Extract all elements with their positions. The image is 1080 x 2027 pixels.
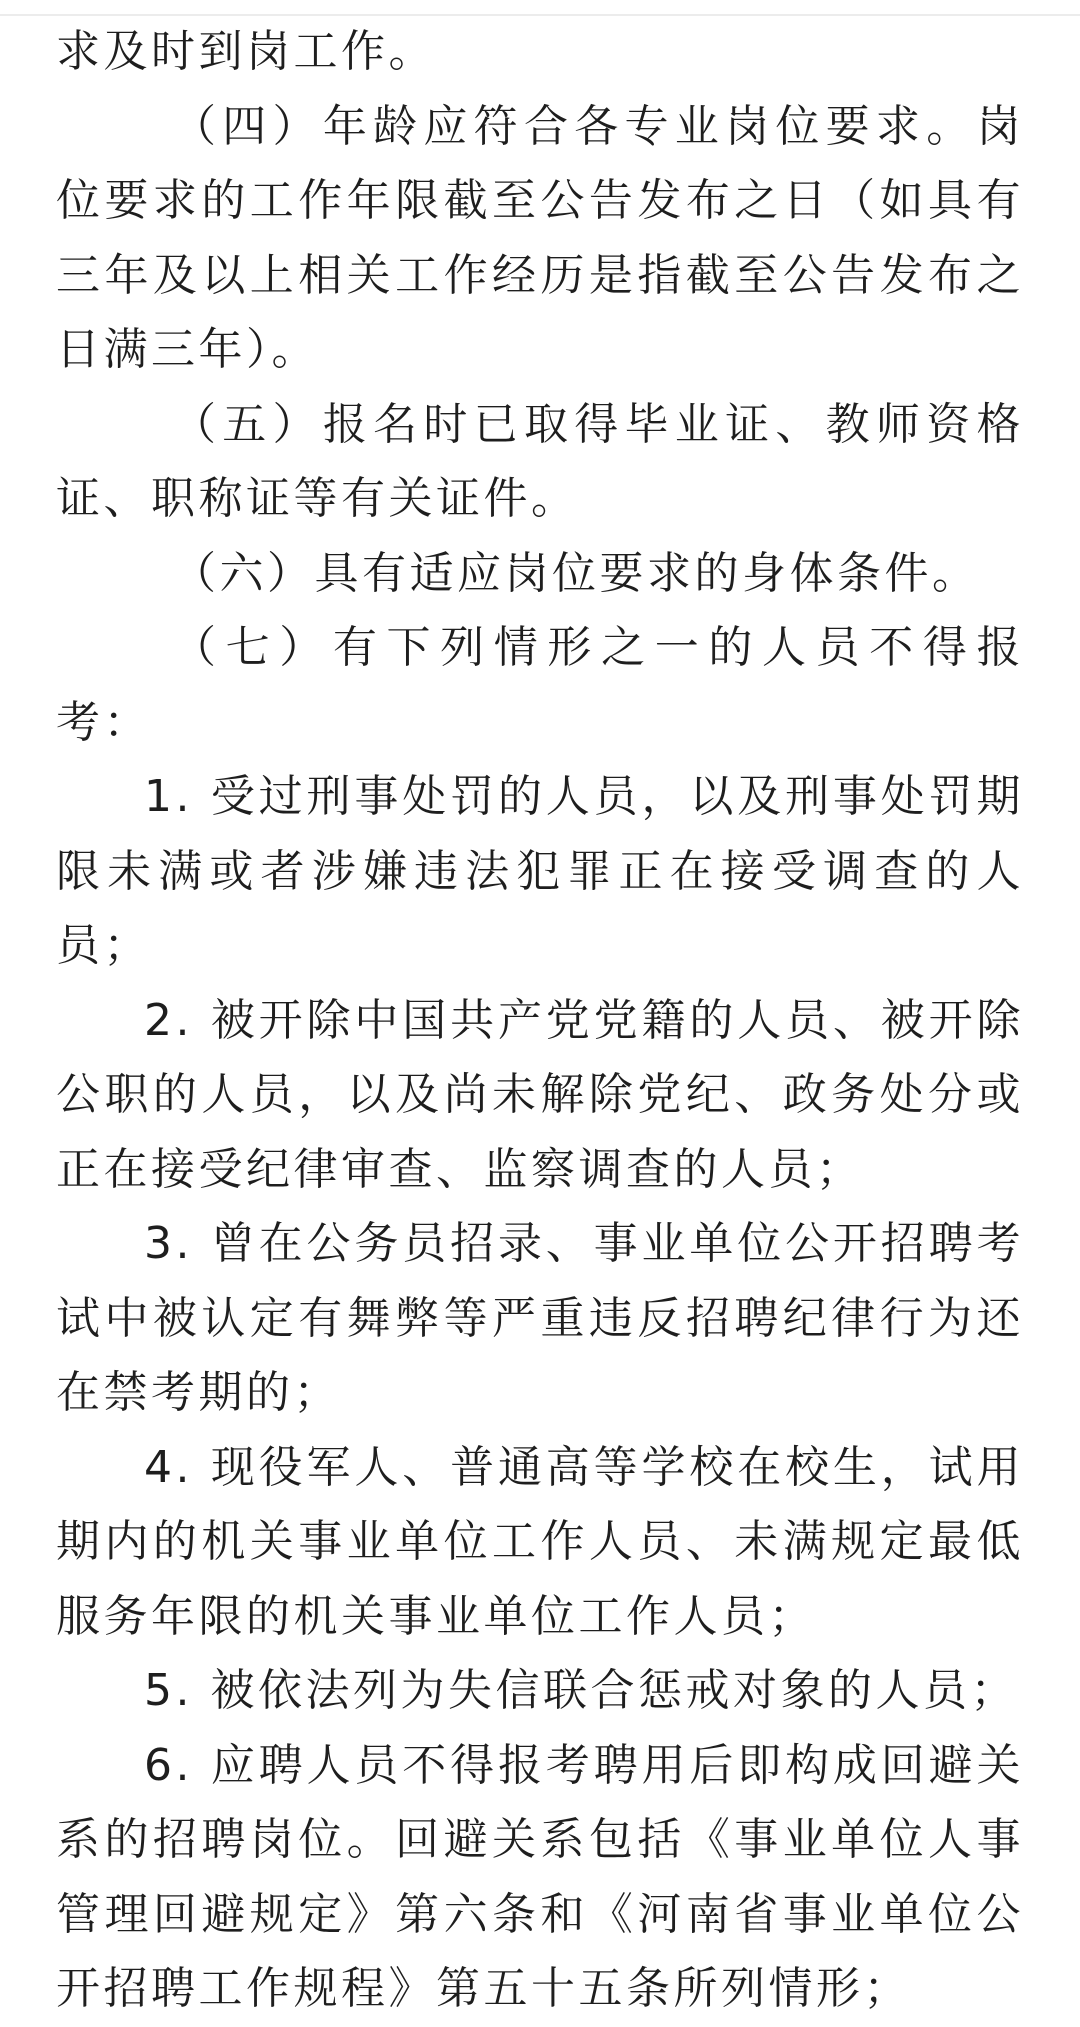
list-item-avoidance-relation: 6. 应聘人员不得报考聘用后即构成回避关系的招聘岗位。回避关系包括《事业单位人事管理回避规定》第六条和《河南省事业单位公开招聘工作规程》第五十五条所列情形；: [56, 1739, 1024, 2014]
paragraph-certificates: （五）报名时已取得毕业证、教师资格证、职称证等有关证件。: [56, 398, 1024, 524]
paragraph-continued: 求及时到岗工作。: [56, 26, 436, 77]
paragraph-age-requirement: （四）年龄应符合各专业岗位要求。岗位要求的工作年限截至公告发布之日（如具有三年及以上相关工作经历是指截至公告发布之日满三年）。: [56, 100, 1024, 375]
list-item-dishonest-persons: 5. 被依法列为失信联合惩戒对象的人员；: [144, 1665, 1018, 1716]
list-item-exam-cheating: 3. 曾在公务员招录、事业单位公开招聘考试中被认定有舞弊等严重违反招聘纪律行为还在禁考期的；: [56, 1218, 1024, 1418]
list-item-military-students: 4. 现役军人、普通高等学校在校生，试用期内的机关事业单位工作人员、未满规定最低服务年限的机关事业单位工作人员；: [56, 1441, 1024, 1642]
paragraph-exclusions-heading: （七）有下列情形之一的人员不得报考：: [56, 622, 1024, 748]
list-item-party-expelled: 2. 被开除中国共产党党籍的人员、被开除公职的人员，以及尚未解除党纪、政务处分或正在接受纪律审查、监察调查的人员；: [56, 994, 1024, 1195]
list-item-criminal-record: 1. 受过刑事处罚的人员，以及刑事处罚期限未满或者涉嫌违法犯罪正在接受调查的人员；: [56, 771, 1024, 971]
article-body: [56, 15, 1024, 2027]
paragraph-physical-condition: （六）具有适应岗位要求的身体条件。: [172, 547, 980, 599]
